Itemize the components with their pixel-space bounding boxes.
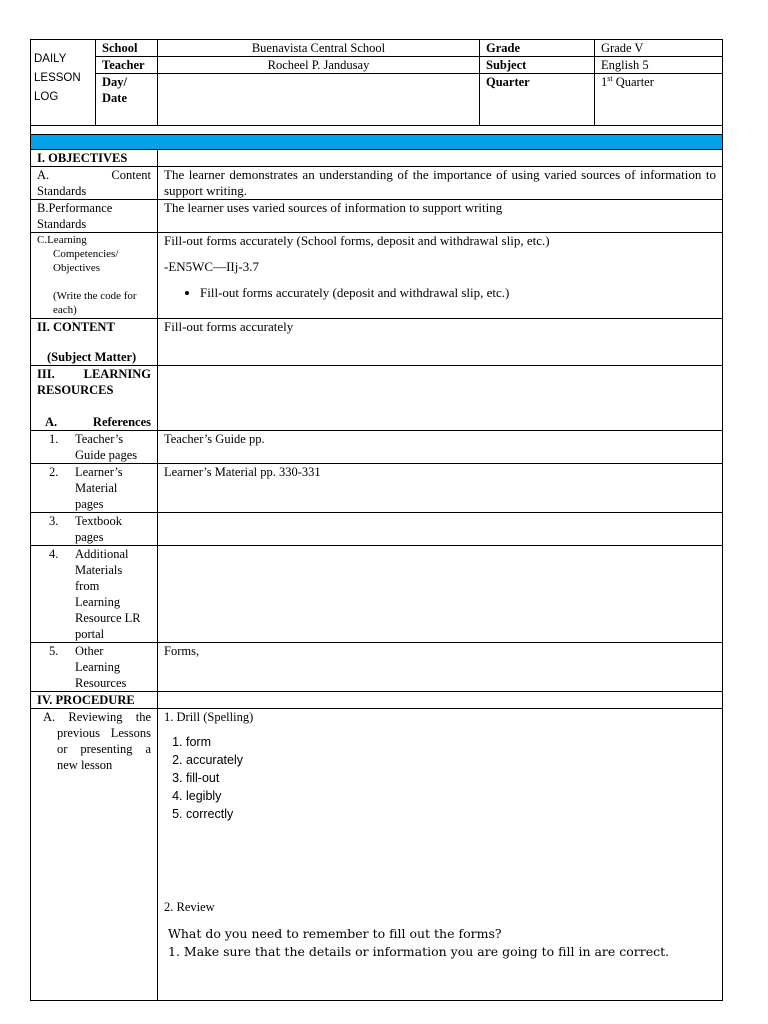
ri3-num: 3.	[49, 514, 59, 528]
dll-line-1: DAILY	[34, 53, 67, 65]
drill-word-5: 5. correctly	[186, 805, 716, 823]
quarter-value	[595, 74, 723, 126]
cs-a: A.	[37, 168, 50, 182]
lc-line5: each)	[53, 304, 77, 316]
content-label	[31, 319, 158, 366]
ri4-num: 4.	[49, 547, 59, 561]
spacer-row	[31, 126, 723, 135]
lc-value: Fill-out forms accurately (School forms, deposit and withdrawal slip, etc.)	[164, 233, 550, 248]
procedure-empty	[158, 692, 723, 709]
procedure-heading: IV. PROCEDURE	[31, 692, 158, 709]
lesson-log-table	[30, 39, 723, 1001]
resource-item-5-value: Forms,	[158, 643, 723, 692]
ri3-label: Textbook pages	[75, 514, 123, 544]
quarter-label: Quarter	[480, 74, 595, 126]
ri4-label: Additional Materials from Learning Resource LR portal	[75, 547, 141, 641]
competencies-value	[158, 233, 723, 319]
lc-bullets	[164, 285, 716, 301]
teacher-label: Teacher	[96, 57, 158, 74]
lr-h3: RESOURCES	[37, 383, 114, 397]
drill-word-3: 3. fill-out	[186, 769, 716, 787]
quarter-rest: Quarter	[612, 75, 654, 89]
dll-line-3: LOG	[34, 91, 59, 103]
objectives-empty	[158, 150, 723, 167]
drill-title: 1. Drill (Spelling)	[164, 710, 254, 724]
resource-item-1-value: Teacher’s Guide pp.	[158, 431, 723, 464]
drill-word-1: 1. form	[186, 733, 716, 751]
ps-line1: B.Performance	[37, 201, 113, 215]
quarter-num: 1	[601, 75, 608, 89]
resource-item-2-label	[31, 464, 158, 513]
resources-label	[31, 366, 158, 431]
procedure-a-label	[31, 709, 158, 1001]
performance-standards-label	[31, 200, 158, 233]
lc-line4: (Write the code for	[53, 290, 137, 302]
quarter-sup: st	[607, 73, 613, 83]
daydate-label	[96, 74, 158, 126]
review-title: 2. Review	[164, 900, 215, 914]
resource-item-3-label	[31, 513, 158, 546]
school-value: Buenavista Central School	[158, 40, 480, 57]
review-question: What do you need to remember to fill out the forms?	[168, 926, 502, 941]
blue-band	[31, 135, 723, 150]
daydate-label-line1: Day/	[102, 75, 127, 89]
ri5-num: 5.	[49, 644, 59, 658]
review-answer: 1. Make sure that the details or information you are going to fill in are correct.	[168, 944, 670, 959]
procedure-a-text: A. Reviewing the previous Lessons or presenting a new lesson	[43, 710, 151, 772]
lc-bullet-item: • Fill-out forms accurately (deposit and withdrawal slip, etc.)	[200, 285, 716, 301]
teacher-value: Rocheel P. Jandusay	[158, 57, 480, 74]
objectives-heading: I. OBJECTIVES	[31, 150, 158, 167]
ref-label: References	[92, 415, 151, 429]
ri2-num: 2.	[49, 465, 59, 479]
content-standards-label	[31, 167, 158, 200]
subject-value: English 5	[595, 57, 723, 74]
drill-list	[164, 733, 716, 823]
resource-item-4-value	[158, 546, 723, 643]
lc-line2: Competencies/	[53, 248, 119, 260]
ref-a: A.	[45, 415, 58, 429]
dll-line-2: LESSON	[34, 72, 81, 84]
resources-empty	[158, 366, 723, 431]
ri1-num: 1.	[49, 432, 59, 446]
dll-title	[31, 40, 96, 126]
drill-word-2: 2. accurately	[186, 751, 716, 769]
resource-item-2-value: Learner’s Material pp. 330-331	[158, 464, 723, 513]
ri2-label: Learner’s Material pages	[75, 465, 123, 511]
content-heading: II. CONTENT	[37, 320, 115, 334]
drill-word-4: 4. legibly	[186, 787, 716, 805]
ri5-label: Other Learning Resources	[75, 644, 127, 690]
lc-line1: C.Learning	[37, 234, 87, 246]
daydate-label-line2: Date	[102, 91, 127, 105]
lc-line3: Objectives	[53, 262, 101, 274]
resource-item-4-label	[31, 546, 158, 643]
resource-item-5-label	[31, 643, 158, 692]
daydate-value	[158, 74, 480, 126]
lr-h1: III.	[37, 367, 55, 381]
content-standards-value: The learner demonstrates an understanding of the importance of using varied sources of information to support writing.	[158, 167, 723, 200]
competencies-label	[31, 233, 158, 319]
procedure-a-value	[158, 709, 723, 1001]
cs-c: Standards	[37, 184, 87, 198]
ps-line2: Standards	[37, 217, 87, 231]
grade-label: Grade	[480, 40, 595, 57]
lr-h2: LEARNING	[83, 367, 151, 381]
cs-b: Content	[111, 168, 151, 182]
subject-label: Subject	[480, 57, 595, 74]
ri1-label: Teacher’s Guide pages	[75, 432, 138, 462]
content-value: Fill-out forms accurately	[158, 319, 723, 366]
school-label: School	[96, 40, 158, 57]
daily-lesson-log	[30, 39, 722, 1001]
lc-code: -EN5WC—IIj-3.7	[164, 259, 259, 274]
resource-item-1-label	[31, 431, 158, 464]
content-sub: (Subject Matter)	[47, 350, 137, 364]
performance-standards-value: The learner uses varied sources of information to support writing	[158, 200, 723, 233]
grade-value: Grade V	[595, 40, 723, 57]
resource-item-3-value	[158, 513, 723, 546]
